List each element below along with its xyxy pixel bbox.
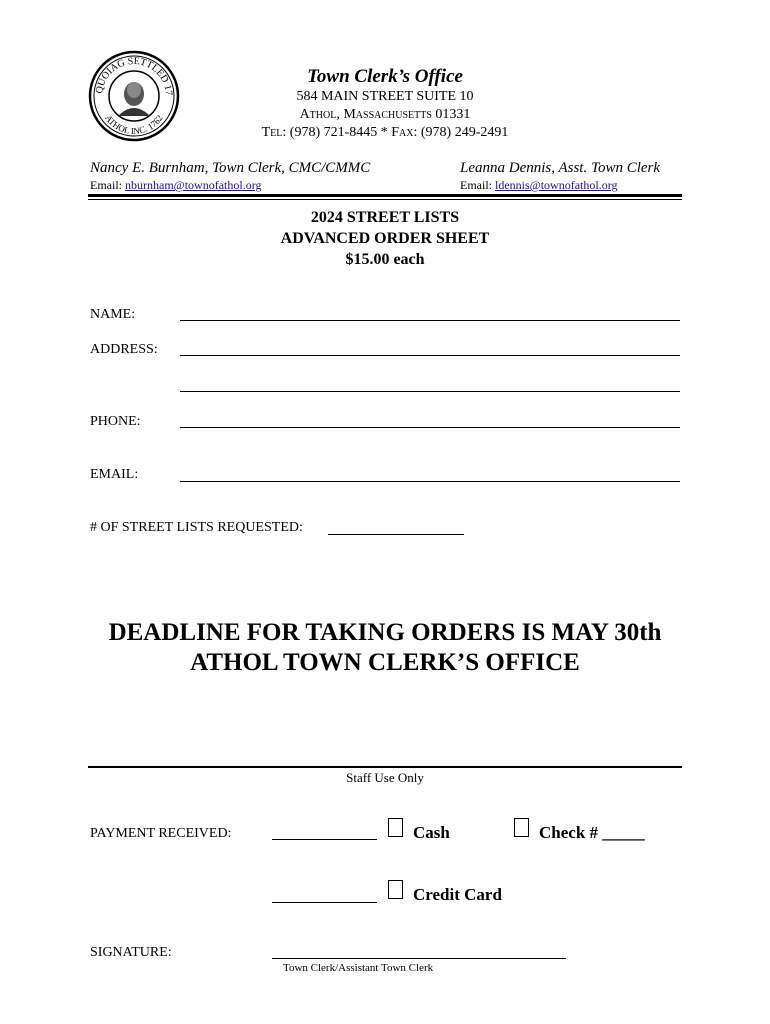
- asst-clerk-email-row: [460, 178, 617, 193]
- header-divider-thick: [88, 194, 682, 197]
- credit-card-label: Credit Card: [413, 885, 502, 904]
- deadline-notice: [60, 618, 710, 678]
- town-seal-logo: [88, 50, 180, 142]
- office-title: Town Clerk’s Office: [307, 66, 463, 87]
- check-label: Check # _____: [539, 823, 645, 842]
- office-phone-fax: Tel: (978) 721-8445 * Fax: (978) 249-2491: [261, 125, 509, 140]
- form-title: [200, 207, 570, 270]
- address-label: ADDRESS:: [90, 342, 158, 357]
- check-checkbox[interactable]: [514, 818, 529, 837]
- staff-use-heading: Staff Use Only: [346, 770, 424, 785]
- email-label: EMAIL:: [90, 467, 139, 482]
- credit-card-checkbox[interactable]: [388, 880, 403, 899]
- address-field-line-1[interactable]: [180, 355, 680, 356]
- form-title-price: $15.00 each: [345, 251, 425, 268]
- payment-received-label: PAYMENT RECEIVED:: [90, 826, 232, 841]
- staff-divider: [88, 766, 682, 768]
- email-field-line[interactable]: [180, 481, 680, 482]
- name-field-line[interactable]: [180, 320, 680, 321]
- signature-label: SIGNATURE:: [90, 945, 172, 960]
- cash-label: Cash: [413, 823, 450, 842]
- office-street: 584 MAIN STREET SUITE 10: [296, 89, 474, 104]
- form-title-line2: ADVANCED ORDER SHEET: [280, 230, 490, 247]
- deadline-line1: DEADLINE FOR TAKING ORDERS IS MAY 30th: [108, 619, 662, 646]
- asst-clerk-email-link[interactable]: ldennis@townofathol.org: [495, 178, 618, 192]
- name-label: NAME:: [90, 307, 136, 322]
- asst-clerk-email-label: Email:: [460, 178, 495, 192]
- clerk-name: Nancy E. Burnham, Town Clerk, CMC/CMMC: [90, 160, 371, 176]
- clerk-email-row: [90, 178, 261, 193]
- header-divider-thin: [88, 199, 682, 200]
- deadline-line2: ATHOL TOWN CLERK’S OFFICE: [190, 649, 580, 676]
- clerk-email-label: Email:: [90, 178, 125, 192]
- lists-requested-label: # OF STREET LISTS REQUESTED:: [90, 520, 303, 535]
- signature-line[interactable]: [272, 958, 566, 959]
- cash-checkbox[interactable]: [388, 818, 403, 837]
- phone-label: PHONE:: [90, 414, 141, 429]
- clerk-email-link[interactable]: nburnham@townofathol.org: [125, 178, 262, 192]
- seal-top-text: QUOIAG SETTLED 17: [93, 55, 175, 96]
- phone-field-line[interactable]: [180, 427, 680, 428]
- form-title-line1: 2024 STREET LISTS: [310, 209, 460, 226]
- lists-requested-field-line[interactable]: [328, 534, 464, 535]
- seal-bottom-text: ATHOL INC. 1762: [103, 113, 165, 137]
- payment-amount-line-2[interactable]: [272, 902, 377, 903]
- office-city: Athol, Massachusetts 01331: [299, 107, 471, 122]
- asst-clerk-name: Leanna Dennis, Asst. Town Clerk: [460, 160, 661, 176]
- payment-amount-line-1[interactable]: [272, 839, 377, 840]
- address-field-line-2[interactable]: [180, 391, 680, 392]
- signature-caption: Town Clerk/Assistant Town Clerk: [283, 962, 434, 974]
